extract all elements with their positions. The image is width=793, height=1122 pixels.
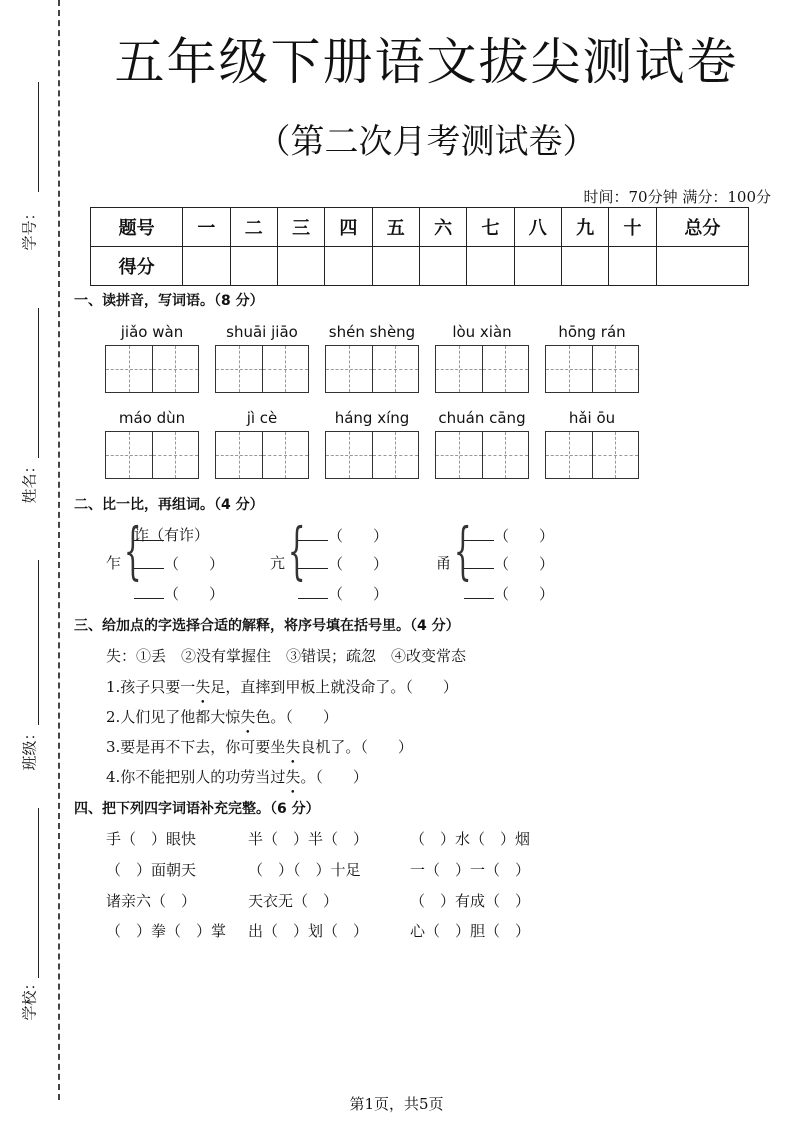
score-cell[interactable] — [561, 247, 608, 286]
score-row-label: 得分 — [91, 247, 183, 286]
writing-grid[interactable] — [435, 345, 529, 393]
question-3 — [106, 736, 413, 757]
header-cell: 九 — [561, 208, 608, 247]
question-4 — [106, 766, 368, 787]
header-cell: 六 — [419, 208, 466, 247]
blank-line[interactable] — [134, 568, 164, 569]
score-cell[interactable] — [514, 247, 561, 286]
score-cell[interactable] — [325, 247, 372, 286]
name-line — [38, 308, 39, 458]
score-cell[interactable] — [183, 247, 230, 286]
dotted-char: 失 — [285, 768, 301, 786]
student-id-line — [38, 82, 39, 192]
section4-heading: 四、把下列四字词语补充完整。（6 分） — [74, 801, 320, 817]
question-text: 4.你不能把别人的功劳当过 — [106, 768, 286, 786]
compare-char: 甬 — [436, 554, 452, 572]
class-label: 班级： — [20, 725, 39, 771]
example-word: 诈（有诈） — [134, 526, 210, 544]
idiom-item: （ ）有成（ ） — [410, 892, 531, 910]
compare-char: 乍 — [106, 554, 122, 572]
score-cell[interactable] — [277, 247, 324, 286]
section3-heading: 三、给加点的字选择合适的解释，将序号填在括号里。（4 分） — [74, 618, 460, 634]
blank-line[interactable] — [134, 598, 164, 599]
blank-line[interactable] — [464, 598, 494, 599]
pinyin-label: jiǎo wàn — [120, 323, 184, 341]
writing-grid[interactable] — [545, 431, 639, 479]
section2-heading: 二、比一比，再组词。（4 分） — [74, 497, 264, 513]
writing-grid[interactable] — [325, 431, 419, 479]
idiom-item: 诸亲六（ ） — [106, 892, 197, 910]
header-cell: 二 — [230, 208, 277, 247]
page-footer: 第1页，共5页 — [349, 1095, 444, 1113]
header-cell: 四 — [325, 208, 372, 247]
header-cell: 一 — [183, 208, 230, 247]
score-cell[interactable] — [419, 247, 466, 286]
idiom-item: （ ）（ ）十足 — [248, 861, 361, 879]
dotted-char: 失 — [240, 708, 256, 726]
idiom-item: （ ）拳（ ）掌 — [106, 922, 227, 940]
writing-grid[interactable] — [215, 431, 309, 479]
idiom-item: 半（ ）半（ ） — [248, 830, 369, 848]
score-table-score-row — [91, 247, 749, 286]
blank-line[interactable] — [298, 540, 328, 541]
header-cell: 三 — [277, 208, 324, 247]
question-text: 良机了。（ ） — [300, 738, 413, 756]
school-line — [38, 808, 39, 978]
question-1 — [106, 676, 458, 697]
page-subtitle: （第二次月考测试卷） — [256, 122, 597, 162]
header-cell: 七 — [467, 208, 514, 247]
score-table — [90, 207, 749, 286]
blank-line[interactable] — [464, 540, 494, 541]
score-cell[interactable] — [372, 247, 419, 286]
idiom-item: （ ）面朝天 — [106, 861, 197, 879]
idiom-item: 手（ ）眼快 — [106, 830, 197, 848]
definition-options: 失：①丢 ②没有掌握住 ③错误；疏忽 ④改变常态 — [106, 647, 467, 665]
question-2 — [106, 706, 338, 727]
blank-line[interactable] — [298, 568, 328, 569]
answer-paren: （ ） — [328, 585, 389, 603]
brace: { — [123, 514, 142, 587]
pinyin-label: háng xíng — [334, 409, 410, 427]
pinyin-label: shuāi jiāo — [226, 323, 298, 341]
writing-grid[interactable] — [105, 431, 199, 479]
student-id-label: 学号： — [20, 205, 39, 251]
score-cell[interactable] — [609, 247, 656, 286]
idiom-item: 心（ ）胆（ ） — [410, 922, 531, 940]
writing-grid[interactable] — [435, 431, 529, 479]
compare-char: 亢 — [270, 554, 286, 572]
pinyin-label: hōng rán — [558, 323, 626, 341]
question-text: 色。（ ） — [255, 708, 338, 726]
idiom-item: 一（ ）一（ ） — [410, 861, 531, 879]
question-text: 。（ ） — [300, 768, 368, 786]
question-text: 足，直摔到甲板上就没命了。（ ） — [210, 678, 458, 696]
writing-grid[interactable] — [325, 345, 419, 393]
header-cell: 题号 — [91, 208, 183, 247]
blank-line[interactable] — [464, 568, 494, 569]
pinyin-label: hǎi ōu — [568, 409, 616, 427]
score-cell[interactable] — [656, 247, 748, 286]
idiom-item: 天衣无（ ） — [248, 892, 339, 910]
score-cell[interactable] — [230, 247, 277, 286]
header-cell: 总分 — [656, 208, 748, 247]
brace: { — [287, 514, 306, 587]
answer-paren: （ ） — [494, 555, 555, 573]
idiom-item: （ ）水（ ）烟 — [410, 830, 531, 848]
dotted-char: 失 — [195, 678, 211, 696]
pinyin-label: chuán cāng — [438, 409, 526, 427]
question-text: 3.要是再不下去，你可要坐 — [106, 738, 286, 756]
question-text: 1.孩子只要一 — [106, 678, 196, 696]
writing-grid[interactable] — [215, 345, 309, 393]
page-title: 五年级下册语文拔尖测试卷 — [114, 33, 739, 91]
name-label: 姓名： — [20, 458, 39, 504]
blank-line — [134, 540, 164, 541]
answer-paren: （ ） — [164, 585, 225, 603]
score-table-header-row — [91, 208, 749, 247]
header-cell: 五 — [372, 208, 419, 247]
header-cell: 十 — [609, 208, 656, 247]
answer-paren: （ ） — [328, 555, 389, 573]
blank-line[interactable] — [298, 598, 328, 599]
class-line — [38, 560, 39, 725]
binding-dashed-line — [58, 0, 60, 1100]
writing-grid[interactable] — [105, 345, 199, 393]
answer-paren: （ ） — [494, 585, 555, 603]
score-cell[interactable] — [467, 247, 514, 286]
pinyin-label: shén shèng — [328, 323, 416, 341]
time-info: 时间：70分钟 满分：100分 — [583, 188, 771, 206]
brace: { — [453, 514, 472, 587]
question-text: 2.人们见了他都大惊 — [106, 708, 241, 726]
header-cell: 八 — [514, 208, 561, 247]
answer-paren: （ ） — [328, 527, 389, 545]
writing-grid[interactable] — [545, 345, 639, 393]
school-label: 学校： — [20, 975, 39, 1021]
pinyin-label: jì cè — [246, 409, 278, 427]
section1-heading: 一、读拼音，写词语。（8 分） — [74, 293, 264, 309]
pinyin-label: lòu xiàn — [452, 323, 512, 341]
pinyin-label: máo dùn — [118, 409, 186, 427]
idiom-item: 出（ ）划（ ） — [248, 922, 369, 940]
answer-paren: （ ） — [494, 527, 555, 545]
dotted-char: 失 — [285, 738, 301, 756]
answer-paren: （ ） — [164, 555, 225, 573]
